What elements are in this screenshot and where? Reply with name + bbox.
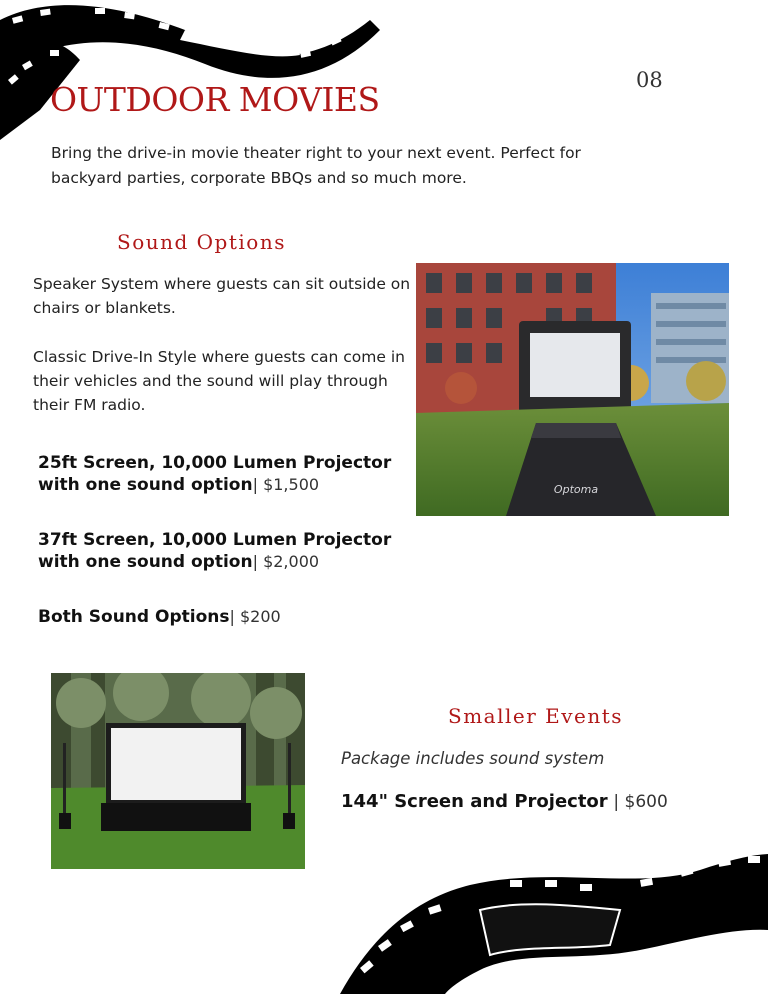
optoma-logo: Optoma [553,483,599,496]
price-label-line2: with one sound option [38,552,253,572]
page-number: 08 [636,68,663,92]
price-25ft [38,453,391,496]
outdoor-screen-photo [51,673,305,869]
price-label-line1: 37ft Screen, 10,000 Lumen Projector [38,530,392,550]
price-label-line1: 25ft Screen, 10,000 Lumen Projector [38,453,392,473]
price-amount: | $2,000 [252,552,320,571]
inflatable-screen-photo [416,263,729,516]
price-both-sound [38,606,281,628]
price-amount: | $200 [229,607,281,626]
price-label: 144" Screen and Projector [341,791,608,812]
price-label-line2: with one sound option [38,475,253,495]
sound-options-heading: Sound Options [117,230,286,254]
smaller-events-heading: Smaller Events [448,704,624,728]
film-strip-bottom-right [340,850,768,994]
price-amount: | $1,500 [252,475,320,494]
price-144in [341,791,668,812]
film-strip-top-left [0,0,380,150]
package-subtitle: Package includes sound system [341,749,605,768]
sound-option-drive-in: Classic Drive-In Style where guests can come in their vehicles and the sound will play through their FM radio. [33,348,405,414]
price-amount: | $600 [613,792,668,812]
page-title: OUTDOOR MOVIES [50,80,380,119]
sound-option-speaker: Speaker System where guests can sit outside on chairs or blankets. [33,275,411,317]
intro-text: Bring the drive-in movie theater right to your next event. Perfect for backyard parties, corporate BBQs and so much more. [51,144,581,187]
price-label: Both Sound Options [38,607,230,627]
price-37ft [38,530,391,573]
